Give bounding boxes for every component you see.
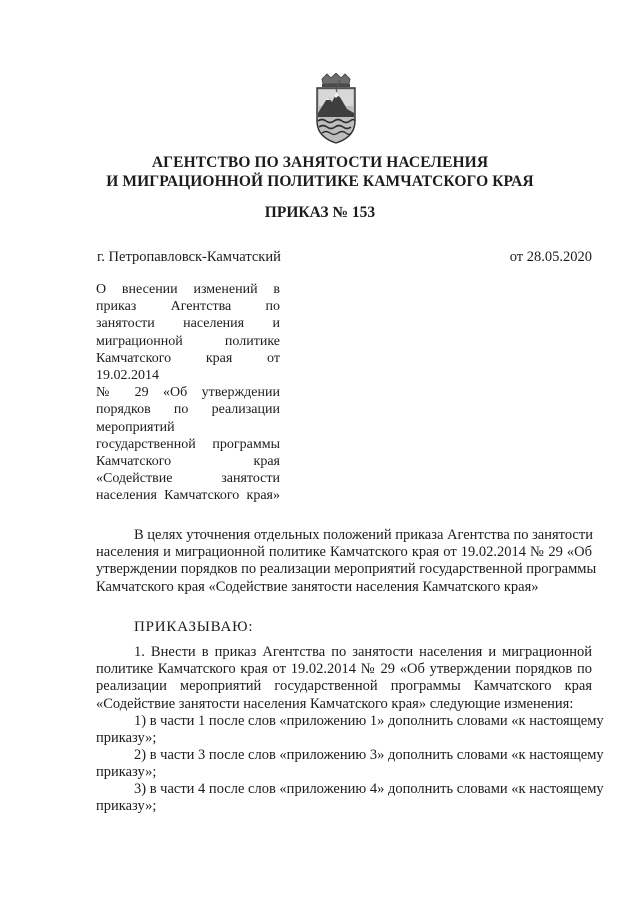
order-date: от 28.05.2020 bbox=[509, 249, 592, 265]
subject-line: Камчатского края bbox=[96, 454, 280, 470]
subject-line: Камчатского края от bbox=[96, 350, 280, 366]
subitem-line: 1) в части 1 после слов «приложению 1» дополнить словами «к настоящему bbox=[134, 713, 604, 729]
agency-name-line-1: АГЕНТСТВО ПО ЗАНЯТОСТИ НАСЕЛЕНИЯ bbox=[151, 154, 489, 171]
kamchatka-coat-of-arms-icon bbox=[313, 73, 359, 145]
city: г. Петропавловск-Камчатский bbox=[97, 249, 281, 265]
subject-line: О внесении изменений в bbox=[96, 282, 280, 297]
item-line: 1. Внести в приказ Агентства по занятости населения и миграционной bbox=[134, 644, 592, 660]
order-subitem-1 bbox=[96, 713, 604, 747]
subitem-line: приказу»; bbox=[96, 764, 157, 781]
preamble-line: населения и миграционной политике Камчатского края от 19.02.2014 № 29 «Об bbox=[96, 544, 592, 561]
subject-line: мероприятий bbox=[96, 419, 175, 435]
order-subject bbox=[96, 281, 280, 505]
preamble-paragraph bbox=[96, 527, 597, 596]
item-line: «Содействие занятости населения Камчатского края» следующие изменения: bbox=[96, 695, 574, 712]
subject-line: «Содействие занятости bbox=[96, 471, 280, 487]
subitem-line: 2) в части 3 после слов «приложению 3» дополнить словами «к настоящему bbox=[134, 747, 604, 763]
subject-line: порядков по реализации bbox=[96, 402, 280, 418]
subject-line: № 29 «Об утверждении bbox=[96, 385, 280, 401]
subitem-line: 3) в части 4 после слов «приложению 4» дополнить словами «к настоящему bbox=[134, 781, 604, 797]
subject-line: миграционной политике bbox=[96, 333, 280, 349]
item-line: политике Камчатского края от 19.02.2014 № 29 «Об утверждении порядков по bbox=[96, 661, 592, 678]
order-title: ПРИКАЗ № 153 bbox=[264, 204, 376, 221]
preamble-line: Камчатского края «Содействие занятости населения Камчатского края» bbox=[96, 578, 539, 595]
agency-name-line-2: И МИГРАЦИОННОЙ ПОЛИТИКЕ КАМЧАТСКОГО КРАЯ bbox=[106, 173, 534, 190]
item-line: реализации мероприятий государственной программы Камчатского края bbox=[96, 678, 592, 695]
order-item-1 bbox=[96, 644, 592, 713]
subject-line: населения Камчатского края» bbox=[96, 488, 280, 504]
preamble-line: утверждении порядков по реализации мероприятий государственной программы bbox=[96, 561, 597, 578]
order-subitem-3 bbox=[96, 781, 604, 815]
subject-line: приказ Агентства по bbox=[96, 299, 280, 315]
order-subitem-2 bbox=[96, 747, 604, 781]
subitem-line: приказу»; bbox=[96, 798, 157, 815]
subject-line: 19.02.2014 bbox=[96, 368, 159, 384]
subject-line: занятости населения и bbox=[96, 316, 280, 332]
order-directive-word: ПРИКАЗЫВАЮ: bbox=[134, 619, 254, 635]
subitem-line: приказу»; bbox=[96, 730, 157, 747]
preamble-line: В целях уточнения отдельных положений приказа Агентства по занятости bbox=[134, 527, 593, 543]
subject-line: государственной программы bbox=[96, 436, 280, 452]
